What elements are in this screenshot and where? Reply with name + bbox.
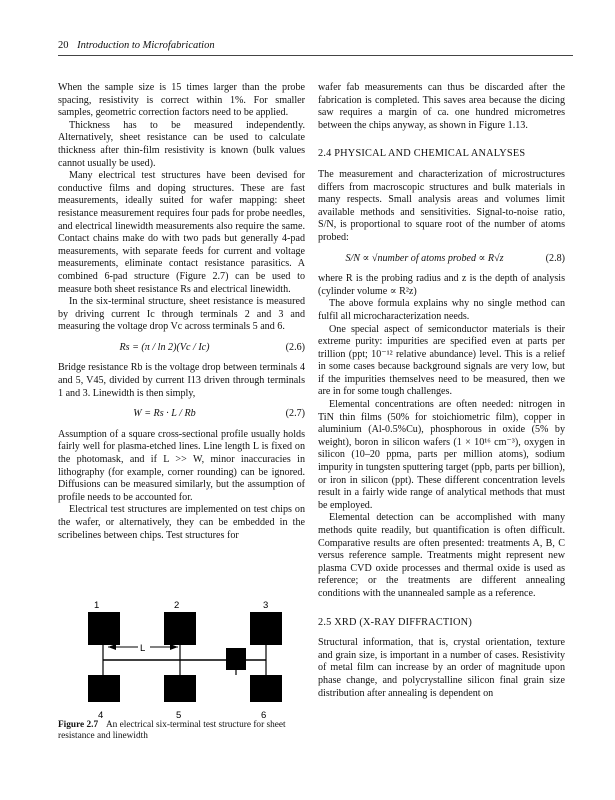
- equation-expression: Rs = (π / ln 2)(Vc / Ic): [119, 341, 210, 353]
- paragraph: Electrical test structures are implemented on test chips on the wafer, or alternatively, they can be embedded in the scribelines between chips. Test structures for: [58, 504, 305, 541]
- paragraph: Elemental concentrations are often needed: nitrogen in TiN thin films (50% for stoichiometric film), copper in aluminium (Al-0.5%Cu), phosphorous in oxide (5% by weight), boron in silicon wafers (1 × 10¹⁶ cm⁻³), oxygen in silicon (10–20 ppma, parts per million atoms), sodium impurity in tungsten sputtering target (ppb, parts per billion), or iron in silicon (ppt). These different concentration levels result in a fairly wide range of analytical methods that must be employed.: [318, 399, 565, 511]
- figure-2-7: [58, 600, 305, 722]
- pad-5: [164, 675, 196, 702]
- pad-1: [88, 612, 120, 645]
- terminal-label-2: 2: [174, 600, 180, 611]
- figure-caption: [58, 720, 305, 743]
- pad-6: [250, 675, 282, 702]
- paragraph: When the sample size is 15 times larger than the probe spacing, resistivity is correct within 1%. For smaller samples, geometric correction factors need to be applied.: [58, 82, 305, 119]
- six-terminal-diagram: [58, 600, 305, 708]
- terminal-label-6: 6: [261, 710, 267, 721]
- center-node: [226, 648, 246, 670]
- equation-number: (2.7): [285, 408, 305, 420]
- paragraph: wafer fab measurements can thus be discarded after the fabrication is completed. This saves area because the dicing saw requires a margin of ca. one hundred micrometres between the chips anyway, as shown in Figure 1.13.: [318, 82, 565, 131]
- running-title: Introduction to Microfabrication: [77, 40, 215, 51]
- paragraph: Assumption of a square cross-sectional profile usually holds fairly well for plasma-etched lines. Line length L is fixed on the photomask, and if L >> W, minor inaccuracies in lithography (for example, corner rounding) can be ignored. Diffusions can be measured similarly, but the assumption of profile needs to be accounted for.: [58, 428, 305, 503]
- equation-2-8: [318, 253, 565, 266]
- right-column: [318, 82, 565, 700]
- left-column: [58, 82, 305, 542]
- paragraph: In the six-terminal structure, sheet resistance is measured by driving current Ic through terminals 2 and 3 and measuring the voltage drop Vc across terminals 5 and 6.: [58, 296, 305, 333]
- paragraph: where R is the probing radius and z is the depth of analysis (cylinder volume ∝ R²z): [318, 273, 565, 297]
- paragraph: The measurement and characterization of microstructures differs from macroscopic structures and bulk materials in many respects. Small analysis areas and volumes limit available methods and sensitivities. Signal-to-noise ratio, S/N, is proportional to square root of the number of atoms probed:: [318, 168, 565, 243]
- equation-expression: W = Rs · L / Rb: [133, 408, 196, 420]
- paragraph: One special aspect of semiconductor materials is their extreme purity: impurities are specified even at parts per trillion (ppt; 10⁻¹² relative abundance) level. This is a relief in some cases because background signals are very low, but if the impurities themselves need to be measured, then we are in for some tough challenges.: [318, 323, 565, 398]
- pad-2: [164, 612, 196, 645]
- page-number: 20: [58, 40, 69, 51]
- paragraph: Elemental detection can be accomplished with many methods quite readily, but quantification is often difficult. Comparative results are often presented: treatments A, B, C versus reference sample. Treatments might represent new plasma CVD oxide processes and thermal oxide is used as reference; or the treatments are different annealing conditions with the unannealed sample as a reference.: [318, 512, 565, 599]
- terminal-label-3: 3: [263, 600, 269, 611]
- section-heading-2-5: 2.5 XRD (X-RAY DIFFRACTION): [318, 616, 472, 628]
- pad-3: [250, 612, 282, 645]
- equation-2-7: [58, 408, 305, 421]
- pad-4: [88, 675, 120, 702]
- caption-label: Figure 2.7: [58, 720, 99, 730]
- terminal-label-1: 1: [94, 600, 100, 611]
- paragraph: Structural information, that is, crystal orientation, texture and grain size, is important in a number of cases. Resistivity of metal film can increase by an order of magnitude upon phase change, and polycrystalline silicon final grain size distribution after annealing is dependent on: [318, 637, 565, 699]
- equation-number: (2.8): [545, 252, 565, 264]
- length-label: L: [140, 643, 146, 654]
- equation-number: (2.6): [285, 341, 305, 353]
- terminal-label-5: 5: [176, 710, 182, 721]
- caption-text: An electrical six-terminal test structure for sheet resistance and linewidth: [58, 720, 286, 742]
- equation-2-6: [58, 342, 305, 355]
- terminal-label-4: 4: [98, 710, 104, 721]
- paragraph: The above formula explains why no single method can fulfil all microcharacterization needs.: [318, 298, 565, 322]
- paragraph: Many electrical test structures have been devised for conductive films and doping structures. These are fast measurements, ideally suited for wafer mapping: sheet resistance measurement requires four pads for probe needles, and electrical linewidth measurements also require the same. Contact chains make do with two pads but generally 4-pad measurements, with separate feeds for current and voltage measurements, eliminate contact resistance parasitics. A combined 6-pad structure (Figure 2.7) can be used to measure both sheet resistance Rs and electrical linewidth.: [58, 170, 305, 295]
- equation-expression: S/N ∝ √number of atoms probed ∝ R√z: [345, 252, 504, 264]
- paragraph: Bridge resistance Rb is the voltage drop between terminals 4 and 5, V45, divided by current I13 driven through terminals 1 and 3. Linewidth is then simply,: [58, 362, 305, 399]
- paragraph: Thickness has to be measured independently. Alternatively, sheet resistance can be used to calculate thickness after thin-film resistivity is known (bulk values cannot usually be used).: [58, 119, 305, 169]
- running-header: [58, 40, 573, 56]
- section-heading-2-4: 2.4 PHYSICAL AND CHEMICAL ANALYSES: [318, 148, 526, 160]
